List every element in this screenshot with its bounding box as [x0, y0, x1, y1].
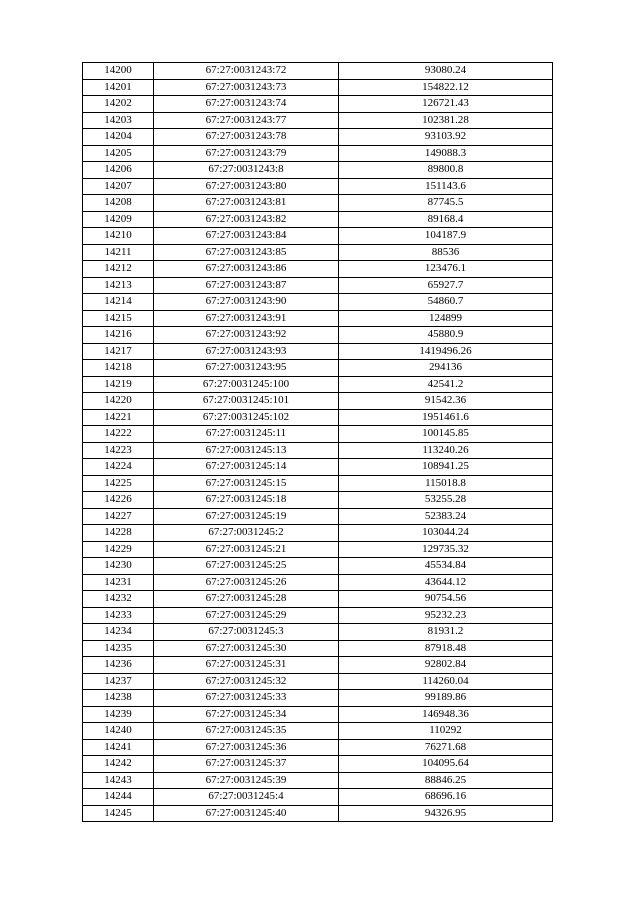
cadastral-number-cell: 67:27:0031243:82 [154, 211, 339, 228]
row-number-cell: 14207 [83, 178, 154, 195]
value-cell: 45880.9 [339, 327, 553, 344]
value-cell: 89800.8 [339, 162, 553, 179]
table-row [83, 63, 553, 80]
row-number-cell: 14241 [83, 739, 154, 756]
cadastral-number-cell: 67:27:0031245:4 [154, 789, 339, 806]
table-row [83, 789, 553, 806]
cadastral-number-cell: 67:27:0031243:78 [154, 129, 339, 146]
value-cell: 104095.64 [339, 756, 553, 773]
table-row [83, 723, 553, 740]
table-row [83, 327, 553, 344]
row-number-cell: 14213 [83, 277, 154, 294]
table-row [83, 393, 553, 410]
value-cell: 102381.28 [339, 112, 553, 129]
value-cell: 92802.84 [339, 657, 553, 674]
table-row [83, 607, 553, 624]
table-row [83, 541, 553, 558]
value-cell: 151143.6 [339, 178, 553, 195]
table-row [83, 475, 553, 492]
cadastral-number-cell: 67:27:0031245:34 [154, 706, 339, 723]
value-cell: 93080.24 [339, 63, 553, 80]
value-cell: 87918.48 [339, 640, 553, 657]
cadastral-number-cell: 67:27:0031243:95 [154, 360, 339, 377]
table-row [83, 129, 553, 146]
value-cell: 54860.7 [339, 294, 553, 311]
table-row [83, 657, 553, 674]
table-row [83, 492, 553, 509]
value-cell: 76271.68 [339, 739, 553, 756]
value-cell: 108941.25 [339, 459, 553, 476]
cadastral-number-cell: 67:27:0031245:21 [154, 541, 339, 558]
row-number-cell: 14206 [83, 162, 154, 179]
cadastral-number-cell: 67:27:0031245:32 [154, 673, 339, 690]
cadastral-number-cell: 67:27:0031243:73 [154, 79, 339, 96]
value-cell: 45534.84 [339, 558, 553, 575]
row-number-cell: 14201 [83, 79, 154, 96]
value-cell: 90754.56 [339, 591, 553, 608]
row-number-cell: 14224 [83, 459, 154, 476]
table-row [83, 574, 553, 591]
cadastral-number-cell: 67:27:0031243:80 [154, 178, 339, 195]
row-number-cell: 14227 [83, 508, 154, 525]
cadastral-number-cell: 67:27:0031243:86 [154, 261, 339, 278]
cadastral-number-cell: 67:27:0031245:31 [154, 657, 339, 674]
cadastral-number-cell: 67:27:0031243:72 [154, 63, 339, 80]
row-number-cell: 14222 [83, 426, 154, 443]
row-number-cell: 14243 [83, 772, 154, 789]
table-row [83, 756, 553, 773]
table-row [83, 211, 553, 228]
value-cell: 99189.86 [339, 690, 553, 707]
value-cell: 110292 [339, 723, 553, 740]
value-cell: 53255.28 [339, 492, 553, 509]
table-body [83, 63, 553, 822]
cadastral-number-cell: 67:27:0031243:92 [154, 327, 339, 344]
cadastral-number-cell: 67:27:0031245:102 [154, 409, 339, 426]
table-row [83, 228, 553, 245]
cadastral-number-cell: 67:27:0031245:39 [154, 772, 339, 789]
cadastral-number-cell: 67:27:0031245:28 [154, 591, 339, 608]
cadastral-number-cell: 67:27:0031245:18 [154, 492, 339, 509]
table-row [83, 310, 553, 327]
value-cell: 88536 [339, 244, 553, 261]
value-cell: 65927.7 [339, 277, 553, 294]
cadastral-number-cell: 67:27:0031245:15 [154, 475, 339, 492]
table-row [83, 426, 553, 443]
cadastral-number-cell: 67:27:0031243:91 [154, 310, 339, 327]
table-row [83, 706, 553, 723]
table-row [83, 195, 553, 212]
cadastral-number-cell: 67:27:0031245:14 [154, 459, 339, 476]
cadastral-number-cell: 67:27:0031245:36 [154, 739, 339, 756]
row-number-cell: 14235 [83, 640, 154, 657]
table-row [83, 376, 553, 393]
row-number-cell: 14220 [83, 393, 154, 410]
row-number-cell: 14239 [83, 706, 154, 723]
table-row [83, 244, 553, 261]
table-row [83, 805, 553, 822]
value-cell: 124899 [339, 310, 553, 327]
table-row [83, 772, 553, 789]
cadastral-number-cell: 67:27:0031243:85 [154, 244, 339, 261]
value-cell: 91542.36 [339, 393, 553, 410]
cadastral-number-cell: 67:27:0031245:101 [154, 393, 339, 410]
row-number-cell: 14229 [83, 541, 154, 558]
cadastral-number-cell: 67:27:0031243:93 [154, 343, 339, 360]
cadastral-number-cell: 67:27:0031245:35 [154, 723, 339, 740]
value-cell: 115018.8 [339, 475, 553, 492]
value-cell: 114260.04 [339, 673, 553, 690]
table-row [83, 178, 553, 195]
row-number-cell: 14233 [83, 607, 154, 624]
cadastral-number-cell: 67:27:0031243:8 [154, 162, 339, 179]
table-row [83, 673, 553, 690]
row-number-cell: 14203 [83, 112, 154, 129]
row-number-cell: 14218 [83, 360, 154, 377]
cadastral-number-cell: 67:27:0031245:37 [154, 756, 339, 773]
table-row [83, 145, 553, 162]
value-cell: 52383.24 [339, 508, 553, 525]
cadastral-number-cell: 67:27:0031243:87 [154, 277, 339, 294]
row-number-cell: 14214 [83, 294, 154, 311]
row-number-cell: 14216 [83, 327, 154, 344]
table-row [83, 525, 553, 542]
value-cell: 123476.1 [339, 261, 553, 278]
row-number-cell: 14225 [83, 475, 154, 492]
row-number-cell: 14223 [83, 442, 154, 459]
row-number-cell: 14232 [83, 591, 154, 608]
table-row [83, 459, 553, 476]
value-cell: 1951461.6 [339, 409, 553, 426]
row-number-cell: 14208 [83, 195, 154, 212]
row-number-cell: 14231 [83, 574, 154, 591]
value-cell: 42541.2 [339, 376, 553, 393]
table-row [83, 690, 553, 707]
table-row [83, 261, 553, 278]
cadastral-number-cell: 67:27:0031245:30 [154, 640, 339, 657]
table-row [83, 640, 553, 657]
cadastral-number-cell: 67:27:0031245:19 [154, 508, 339, 525]
row-number-cell: 14240 [83, 723, 154, 740]
value-cell: 129735.32 [339, 541, 553, 558]
value-cell: 94326.95 [339, 805, 553, 822]
row-number-cell: 14238 [83, 690, 154, 707]
table-row [83, 112, 553, 129]
row-number-cell: 14212 [83, 261, 154, 278]
cadastral-number-cell: 67:27:0031245:11 [154, 426, 339, 443]
data-table [82, 62, 553, 822]
row-number-cell: 14204 [83, 129, 154, 146]
row-number-cell: 14217 [83, 343, 154, 360]
row-number-cell: 14202 [83, 96, 154, 113]
row-number-cell: 14228 [83, 525, 154, 542]
value-cell: 104187.9 [339, 228, 553, 245]
table-row [83, 409, 553, 426]
table-row [83, 739, 553, 756]
value-cell: 68696.16 [339, 789, 553, 806]
value-cell: 103044.24 [339, 525, 553, 542]
cadastral-number-cell: 67:27:0031243:74 [154, 96, 339, 113]
value-cell: 43644.12 [339, 574, 553, 591]
value-cell: 113240.26 [339, 442, 553, 459]
row-number-cell: 14230 [83, 558, 154, 575]
cadastral-number-cell: 67:27:0031243:79 [154, 145, 339, 162]
cadastral-number-cell: 67:27:0031243:84 [154, 228, 339, 245]
cadastral-number-cell: 67:27:0031245:2 [154, 525, 339, 542]
table-row [83, 624, 553, 641]
cadastral-number-cell: 67:27:0031245:100 [154, 376, 339, 393]
cadastral-number-cell: 67:27:0031243:81 [154, 195, 339, 212]
row-number-cell: 14221 [83, 409, 154, 426]
row-number-cell: 14210 [83, 228, 154, 245]
table-row [83, 343, 553, 360]
value-cell: 126721.43 [339, 96, 553, 113]
row-number-cell: 14242 [83, 756, 154, 773]
value-cell: 81931.2 [339, 624, 553, 641]
table-row [83, 508, 553, 525]
value-cell: 149088.3 [339, 145, 553, 162]
table-row [83, 360, 553, 377]
cadastral-number-cell: 67:27:0031243:77 [154, 112, 339, 129]
cadastral-number-cell: 67:27:0031245:3 [154, 624, 339, 641]
value-cell: 88846.25 [339, 772, 553, 789]
table-row [83, 79, 553, 96]
table-row [83, 558, 553, 575]
table-row [83, 277, 553, 294]
cadastral-number-cell: 67:27:0031245:29 [154, 607, 339, 624]
value-cell: 154822.12 [339, 79, 553, 96]
row-number-cell: 14234 [83, 624, 154, 641]
row-number-cell: 14245 [83, 805, 154, 822]
row-number-cell: 14215 [83, 310, 154, 327]
row-number-cell: 14219 [83, 376, 154, 393]
table-row [83, 162, 553, 179]
cadastral-number-cell: 67:27:0031245:40 [154, 805, 339, 822]
row-number-cell: 14209 [83, 211, 154, 228]
cadastral-number-cell: 67:27:0031245:25 [154, 558, 339, 575]
value-cell: 1419496.26 [339, 343, 553, 360]
row-number-cell: 14200 [83, 63, 154, 80]
row-number-cell: 14244 [83, 789, 154, 806]
value-cell: 146948.36 [339, 706, 553, 723]
cadastral-number-cell: 67:27:0031243:90 [154, 294, 339, 311]
value-cell: 87745.5 [339, 195, 553, 212]
cadastral-number-cell: 67:27:0031245:13 [154, 442, 339, 459]
row-number-cell: 14205 [83, 145, 154, 162]
table-row [83, 591, 553, 608]
value-cell: 89168.4 [339, 211, 553, 228]
table-row [83, 442, 553, 459]
row-number-cell: 14237 [83, 673, 154, 690]
row-number-cell: 14236 [83, 657, 154, 674]
table-row [83, 96, 553, 113]
value-cell: 93103.92 [339, 129, 553, 146]
table-row [83, 294, 553, 311]
row-number-cell: 14226 [83, 492, 154, 509]
value-cell: 294136 [339, 360, 553, 377]
value-cell: 100145.85 [339, 426, 553, 443]
row-number-cell: 14211 [83, 244, 154, 261]
cadastral-number-cell: 67:27:0031245:26 [154, 574, 339, 591]
value-cell: 95232.23 [339, 607, 553, 624]
cadastral-number-cell: 67:27:0031245:33 [154, 690, 339, 707]
